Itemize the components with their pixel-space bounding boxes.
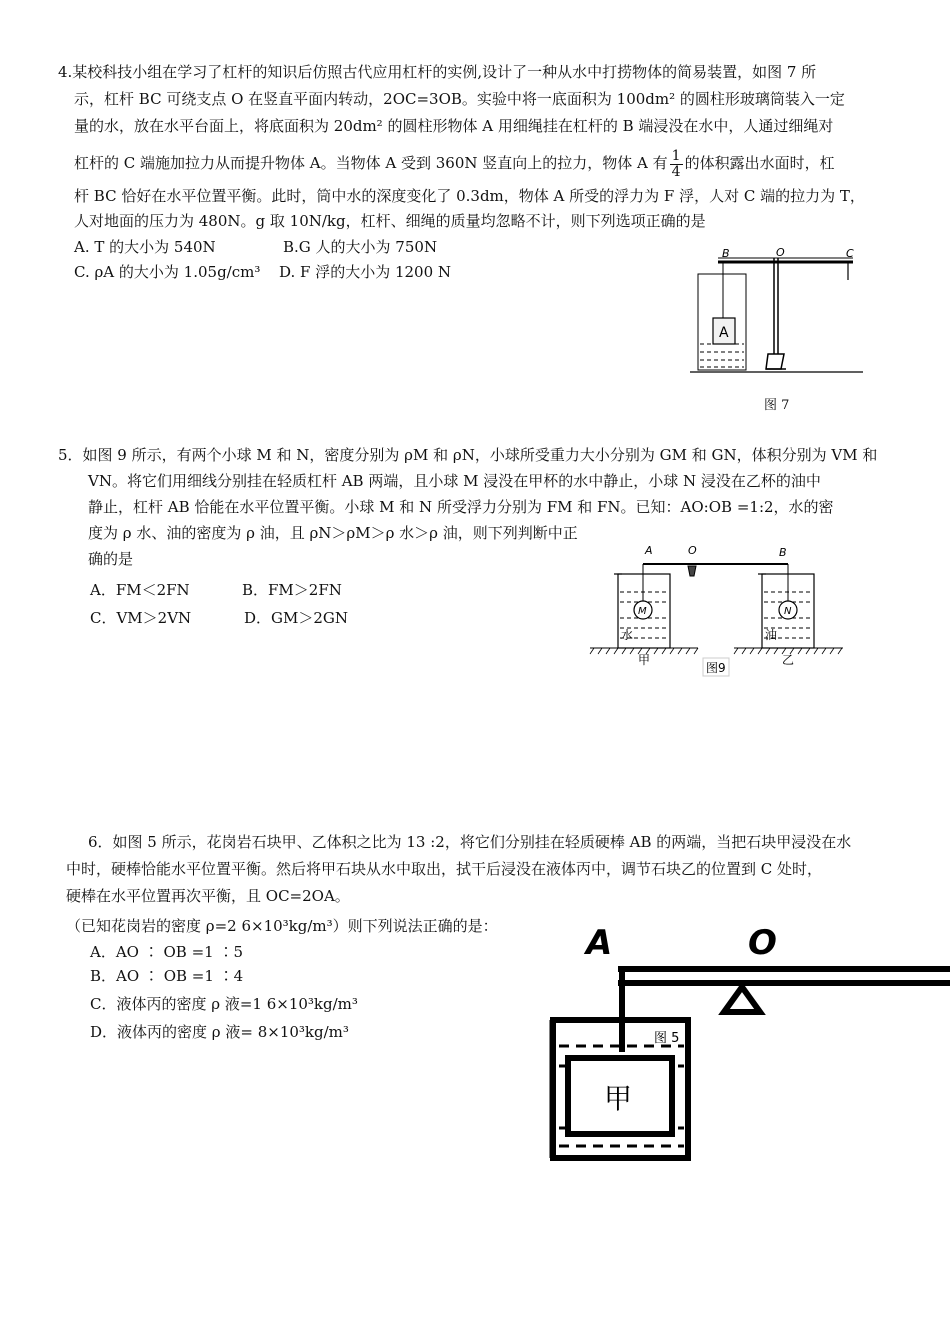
q4-option-c: C. ρA 的大小为 1.05g/cm³ [74,263,261,281]
q4-option-a: A. T 的大小为 540N [74,238,216,256]
q6-line-4: （已知花岗岩的密度 ρ=2 6×10³kg/m³）则下列说法正确的是： [66,917,498,935]
q5-option-d: D．GM＞2GN [244,609,349,627]
fig9-label-oil: 油 [765,628,778,642]
q5-option-a: A．FM＜2FN [90,581,190,599]
q4-line-2: 示，杠杆 BC 可绕支点 O 在竖直平面内转动，2OC=3OB。实验中将一底面积为 100dm² 的圆柱形玻璃筒装入一定 [74,90,845,108]
q6-line-1: 6．如图 5 所示，花岗岩石块甲、乙体积之比为 13 :2，将它们分别挂在轻质硬棒 AB 的两端，当把石块甲浸没在水 [88,833,852,851]
q4-option-b: B.G 人的大小为 750N [283,238,438,256]
fig7-label-b: B [722,247,730,260]
q5-line-3: 静止，杠杆 AB 恰能在水平位置平衡。小球 M 和 N 所受浮力分别为 FM 和 FN。已知：AO:OB =1:2，水的密 [88,498,834,516]
q6-option-a: A．AO ∶ OB =1 ∶5 [90,943,244,961]
fig7-label-o: O [776,246,785,259]
fig5-label-a: A [586,923,613,963]
fig5-label-jia: 甲 [604,1082,633,1115]
fig9-label-b: B [779,546,787,559]
q5-line-5: 确的是 [88,550,134,568]
fraction-one-quarter [670,149,683,180]
q5-option-b: B．FM＞2FN [242,581,342,599]
fig9-label-n: N [784,606,792,617]
fig5-label-o: O [748,923,777,963]
q4-line-6: 人对地面的压力为 480N。g 取 10N/kg，杠杆、细绳的质量均忽略不计，则下列选项正确的是 [74,212,706,230]
q6-option-b: B．AO ∶ OB =1 ∶4 [90,967,244,985]
q4-line-3: 量的水，放在水平台面上，将底面积为 20dm² 的圆柱形物体 A 用细绳挂在杠杆的 B 端浸没在水中，人通过细绳对 [74,117,834,135]
fig9-label-water: 水 [621,628,634,642]
figure-7-lever-diagram [688,244,868,379]
figure-7-caption: 图 7 [764,398,790,413]
fig7-label-c: C [846,247,854,260]
fig7-label-a: A [719,325,729,341]
q5-line-1: 5．如图 9 所示，有两个小球 M 和 N，密度分别为 ρM 和 ρN，小球所受重力大小分别为 GM 和 GN，体积分别为 VM 和 [58,446,878,464]
fraction-denominator: 4 [671,163,681,180]
q4-line-4b: 的体积露出水面时，杠 [684,154,835,172]
q4-line-4 [74,148,835,180]
q6-option-c: C．液体丙的密度 ρ 液=1 6×10³kg/m³ [90,995,358,1013]
q5-line-2: VN。将它们用细线分别挂在轻质杠杆 AB 两端，且小球 M 浸没在甲杯的水中静止，小球 N 浸没在乙杯的油中 [88,472,821,490]
figure-5-lever-diagram [546,918,950,1166]
figure-5-caption: 图 5 [654,1031,680,1046]
fig9-label-jia: 甲 [638,653,651,667]
q6-option-d: D．液体丙的密度 ρ 液= 8×10³kg/m³ [90,1023,349,1041]
q4-option-d: D. F 浮的大小为 1200 N [279,263,452,281]
fraction-numerator: 1 [671,147,681,164]
q6-line-2: 中时，硬棒恰能水平位置平衡。然后将甲石块从水中取出，拭干后浸没在液体丙中，调节石块乙的位置到 C 处时， [66,860,823,878]
q5-option-c: C．VM＞2VN [90,609,192,627]
q6-line-3: 硬棒在水平位置再次平衡，且 OC=2OA。 [66,887,350,905]
q5-line-4: 度为 ρ 水、油的密度为 ρ 油，且 ρN＞ρM＞ρ 水＞ρ 油，则下列判断中正 [88,524,578,542]
fig9-label-a: A [645,544,653,557]
q4-line-1: 4.某校科技小组在学习了杠杆的知识后仿照古代应用杠杆的实例,设计了一种从水中打捞物体的简易装置，如图 7 所 [58,63,817,81]
q4-line-4a: 杠杆的 C 端施加拉力从而提升物体 A。当物体 A 受到 360N 竖直向上的拉力，物体 A 有 [74,154,668,172]
q4-line-5: 杆 BC 恰好在水平位置平衡。此时，筒中水的深度变化了 0.3dm，物体 A 所受的浮力为 F 浮，人对 C 端的拉力为 T， [74,187,865,205]
fig9-label-yi: 乙 [782,653,795,667]
fig9-label-o: O [688,544,697,557]
fig9-label-m: M [638,606,647,617]
figure-9-caption: 图9 [706,661,726,675]
figure-9-lever-diagram [588,538,933,688]
